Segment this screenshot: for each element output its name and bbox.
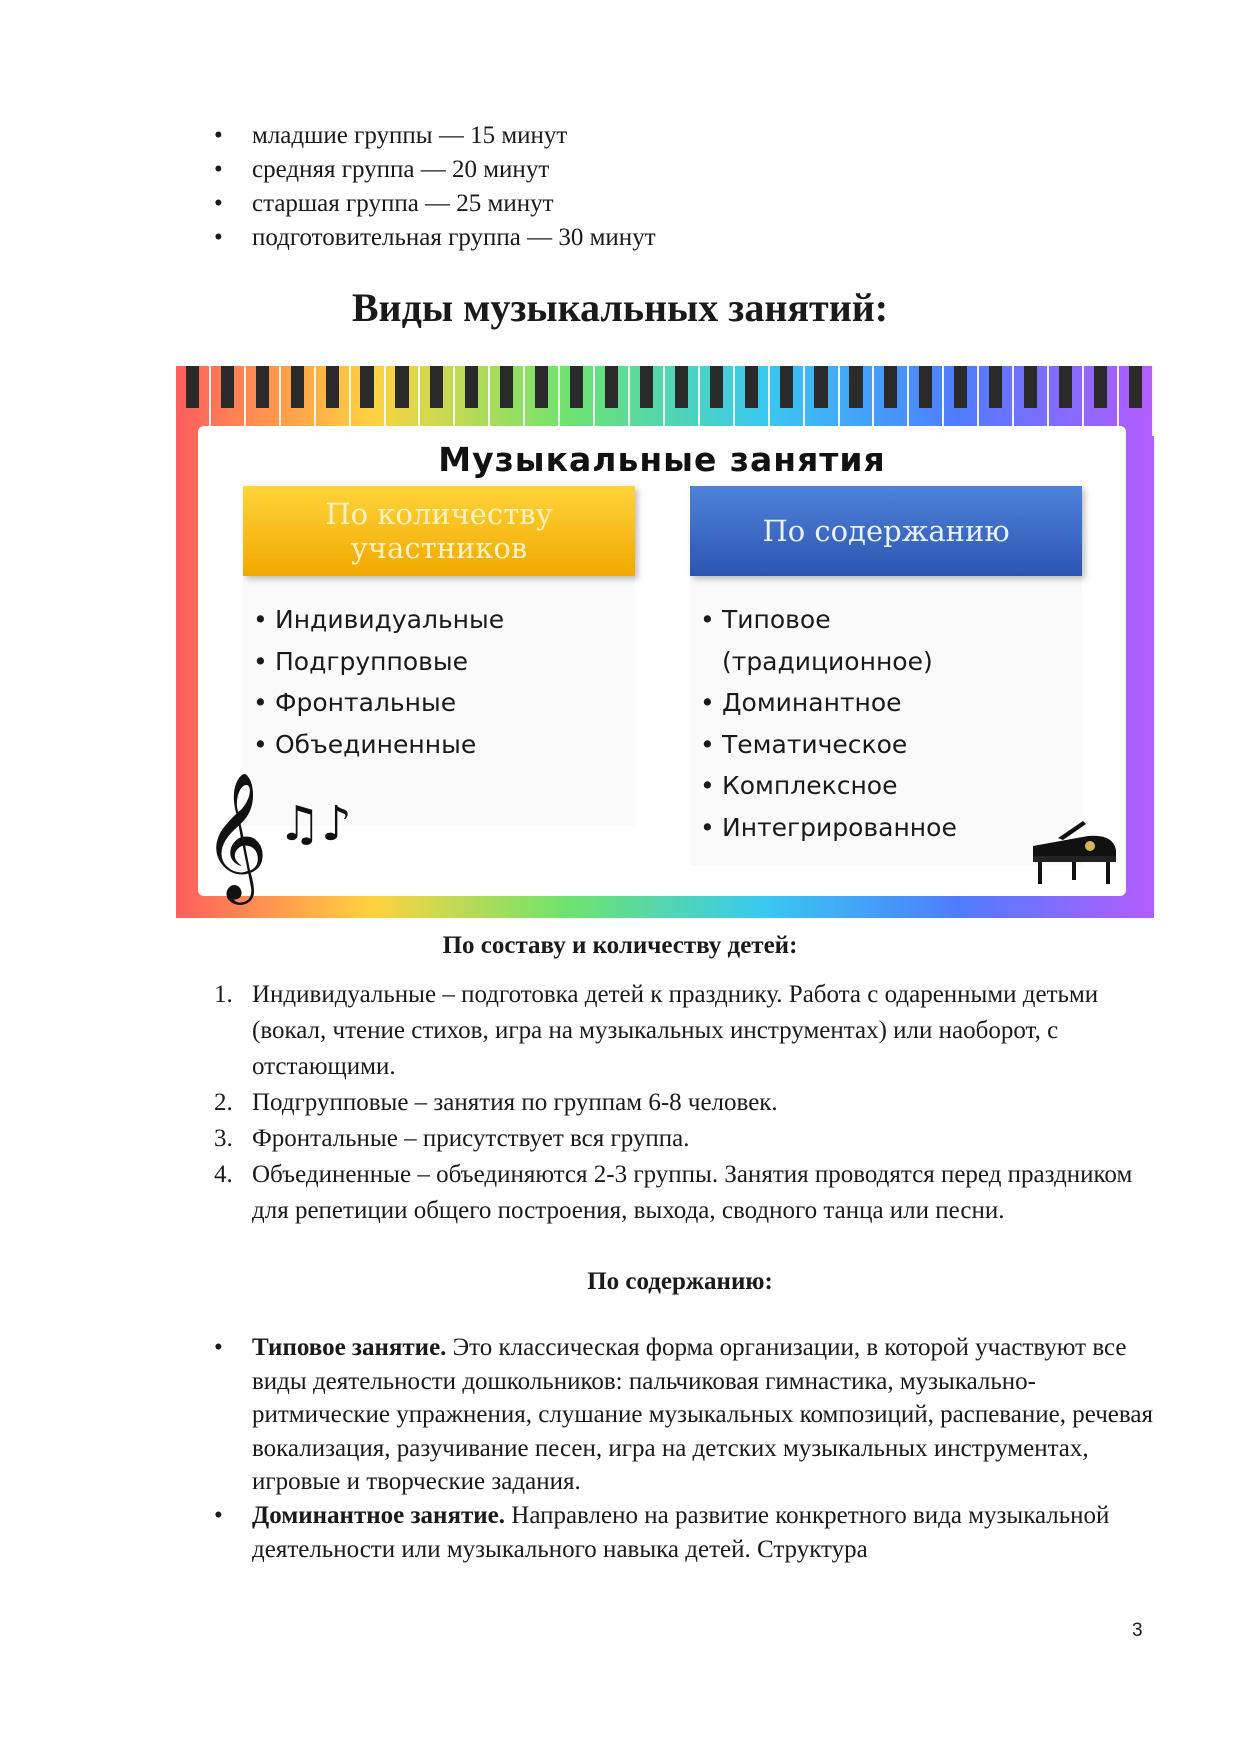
item-term: Типовое занятие.	[252, 1334, 447, 1361]
list-item: • Тематическое	[700, 724, 1060, 766]
list-item: • Типовое (традиционное)	[700, 599, 972, 682]
item-text: Это классическая форма организации, в которой участвуют все виды деятельности дошкольников: пальчиковая гимнастика, музыкально-ритмические упражнения, слушание музыкальных композиций, распевание, речевая вокализация, разучивание песен, игра на детских музыкальных инструментах, игровые и творческие задания.	[252, 1334, 1153, 1496]
content-list	[214, 1331, 1174, 1566]
item-text: Подгрупповые – занятия по группам 6-8 человек.	[252, 1089, 778, 1116]
list-item	[214, 1331, 1174, 1499]
column-header-content	[690, 486, 1082, 576]
item-text: Направлено на развитие конкретного вида музыкальной деятельности или музыкального навыка детей. Структура	[252, 1501, 1110, 1563]
column-header-participants	[243, 486, 635, 576]
section-title: Виды музыкальных занятий:	[351, 285, 889, 330]
infographic-card	[198, 426, 1126, 899]
content-heading: По содержанию:	[587, 1268, 773, 1295]
item-number: 1.	[214, 981, 233, 1008]
list-item: • младшие группы — 15 минут	[214, 119, 656, 153]
item-text: Фронтальные – присутствует вся группа.	[252, 1125, 690, 1152]
list-item	[214, 1121, 1174, 1157]
list-item: • Комплексное	[700, 765, 1060, 807]
list-item: • Объединенные	[253, 724, 623, 766]
list-item: • Подгрупповые	[253, 641, 623, 683]
duration-list	[214, 119, 656, 255]
item-text: Индивидуальные – подготовка детей к празднику. Работа с одаренными детьми (вокал, чтение стихов, игра на музыкальных инструментах) или наоборот, с отстающими.	[252, 981, 1099, 1080]
list-item: • Интегрированное	[700, 807, 1060, 849]
item-number: 3.	[214, 1125, 233, 1152]
content-types-list	[700, 599, 1060, 848]
list-item: • Фронтальные	[253, 682, 623, 724]
list-item: • средняя группа — 20 минут	[214, 153, 656, 187]
participants-list	[253, 599, 623, 765]
list-item: • старшая группа — 25 минут	[214, 187, 656, 221]
list-item	[214, 1157, 1174, 1229]
grand-piano-icon	[1028, 816, 1118, 886]
treble-clef-icon: 𝄞	[203, 771, 269, 899]
list-item	[214, 1499, 1174, 1566]
item-number: 4.	[214, 1161, 233, 1188]
list-item	[214, 1085, 1174, 1121]
list-item: • подготовительная группа — 30 минут	[214, 221, 656, 255]
infographic-title: Музыкальные занятия	[438, 440, 886, 479]
column-header-label: По содержанию	[762, 514, 1010, 548]
list-item: • Доминантное	[700, 682, 1060, 724]
music-lessons-infographic	[176, 366, 1154, 918]
music-notes-icon: ♫♪	[278, 796, 352, 852]
item-term: Доминантное занятие.	[252, 1501, 506, 1529]
column-header-label: По количеству участников	[325, 497, 553, 565]
composition-list	[214, 977, 1174, 1229]
item-text: Объединенные – объединяются 2-3 группы. Занятия проводятся перед праздником для репетиции общего построения, выхода, сводного танца или песни.	[252, 1161, 1133, 1224]
list-item	[214, 977, 1174, 1085]
list-item: • Индивидуальные	[253, 599, 623, 641]
page-number: 3	[1132, 1620, 1143, 1641]
composition-heading: По составу и количеству детей:	[442, 932, 798, 959]
item-number: 2.	[214, 1089, 233, 1116]
